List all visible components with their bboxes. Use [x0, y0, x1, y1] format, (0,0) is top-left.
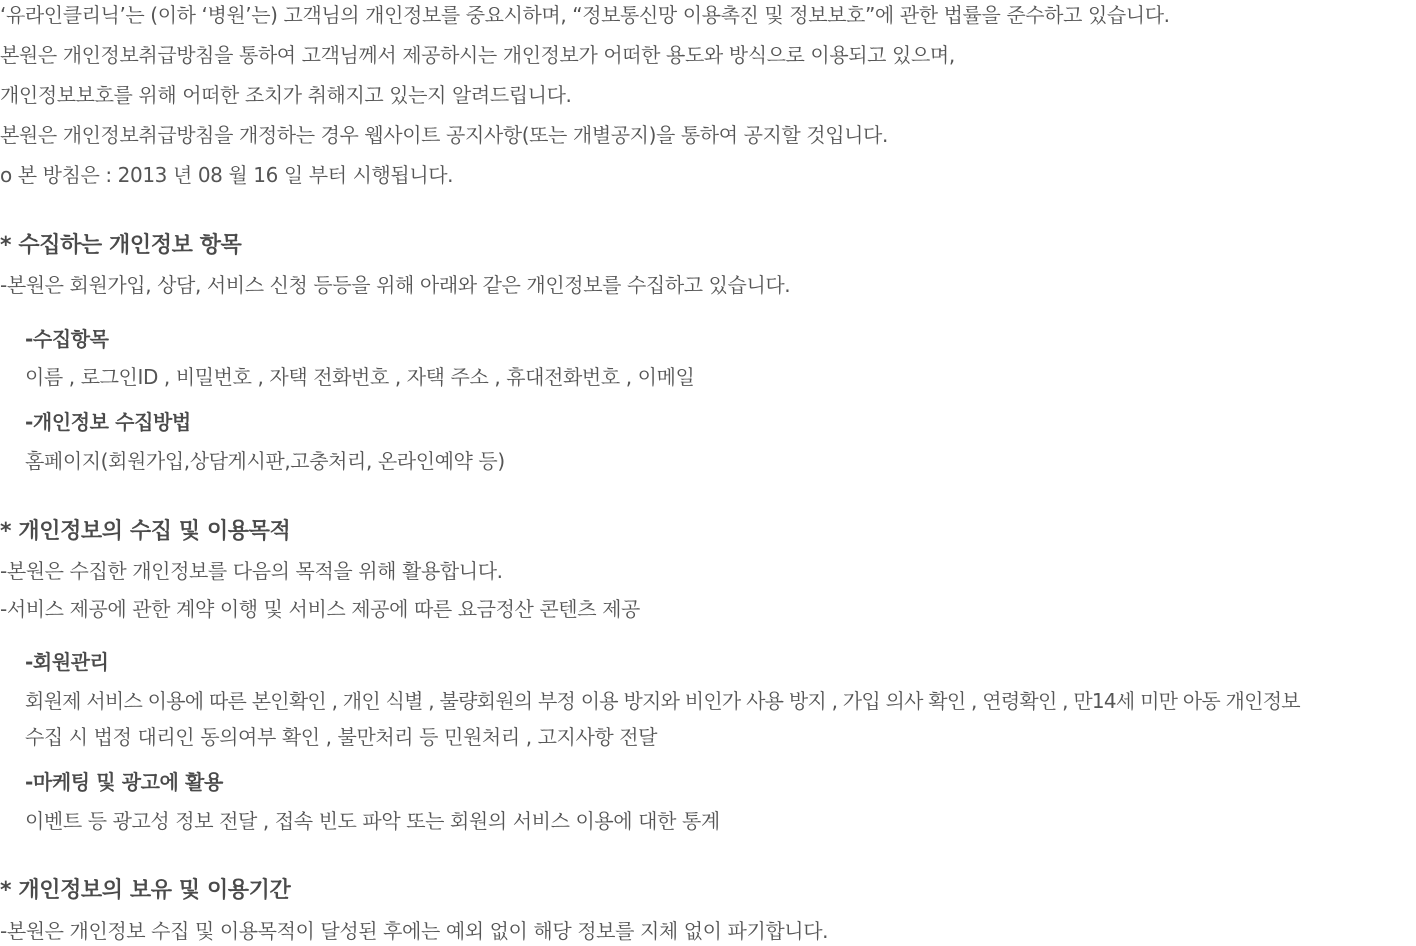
section-retention-desc: -본원은 개인정보 수집 및 이용목적이 달성된 후에는 예외 없이 해당 정보를 지체 없이 파기합니다. [0, 919, 829, 943]
collection-method-text: 홈페이지(회원가입,상담게시판,고충처리, 온라인예약 등) [25, 449, 505, 473]
collected-items-text: 이름 , 로그인ID , 비밀번호 , 자택 전화번호 , 자택 주소 , 휴대전화번호 , 이메일 [25, 365, 695, 389]
member-management-subheading: -회원관리 [25, 650, 109, 674]
member-management-text-1: 회원제 서비스 이용에 따른 본인확인 , 개인 식별 , 불량회원의 부정 이용 방지와 비인가 사용 방지 , 가입 의사 확인 , 연령확인 , 만14세 미만 아동 개인정보 [25, 689, 1300, 713]
effective-date: o 본 방침은 : 2013 년 08 월 16 일 부터 시행됩니다. [0, 163, 454, 187]
section-purpose-desc-2: -서비스 제공에 관한 계약 이행 및 서비스 제공에 따른 요금정산 콘텐츠 제공 [0, 597, 640, 621]
member-management-text-2: 수집 시 법정 대리인 동의여부 확인 , 불만처리 등 민원처리 , 고지사항 전달 [25, 725, 658, 749]
intro-line-1: ‘유라인클리닉’는 (이하 ‘병원’는) 고객님의 개인정보를 중요시하며, “정보통신망 이용촉진 및 정보보호”에 관한 법률을 준수하고 있습니다. [0, 3, 1170, 27]
marketing-subheading: -마케팅 및 광고에 활용 [25, 770, 223, 794]
section-purpose-heading: * 개인정보의 수집 및 이용목적 [0, 519, 291, 544]
section-collected-items-desc: -본원은 회원가입, 상담, 서비스 신청 등등을 위해 아래와 같은 개인정보를 수집하고 있습니다. [0, 273, 791, 297]
collection-method-subheading: -개인정보 수집방법 [25, 410, 191, 434]
intro-line-3: 개인정보보호를 위해 어떠한 조치가 취해지고 있는지 알려드립니다. [0, 83, 572, 107]
section-retention-heading: * 개인정보의 보유 및 이용기간 [0, 878, 291, 903]
section-collected-items-heading: * 수집하는 개인정보 항목 [0, 233, 242, 258]
intro-line-4: 본원은 개인정보취급방침을 개정하는 경우 웹사이트 공지사항(또는 개별공지)을 통하여 공지할 것입니다. [0, 123, 888, 147]
intro-line-2: 본원은 개인정보취급방침을 통하여 고객님께서 제공하시는 개인정보가 어떠한 용도와 방식으로 이용되고 있으며, [0, 43, 955, 67]
collected-items-subheading: -수집항목 [25, 327, 109, 351]
marketing-text: 이벤트 등 광고성 정보 전달 , 접속 빈도 파악 또는 회원의 서비스 이용에 대한 통계 [25, 809, 720, 833]
section-purpose-desc-1: -본원은 수집한 개인정보를 다음의 목적을 위해 활용합니다. [0, 559, 503, 583]
